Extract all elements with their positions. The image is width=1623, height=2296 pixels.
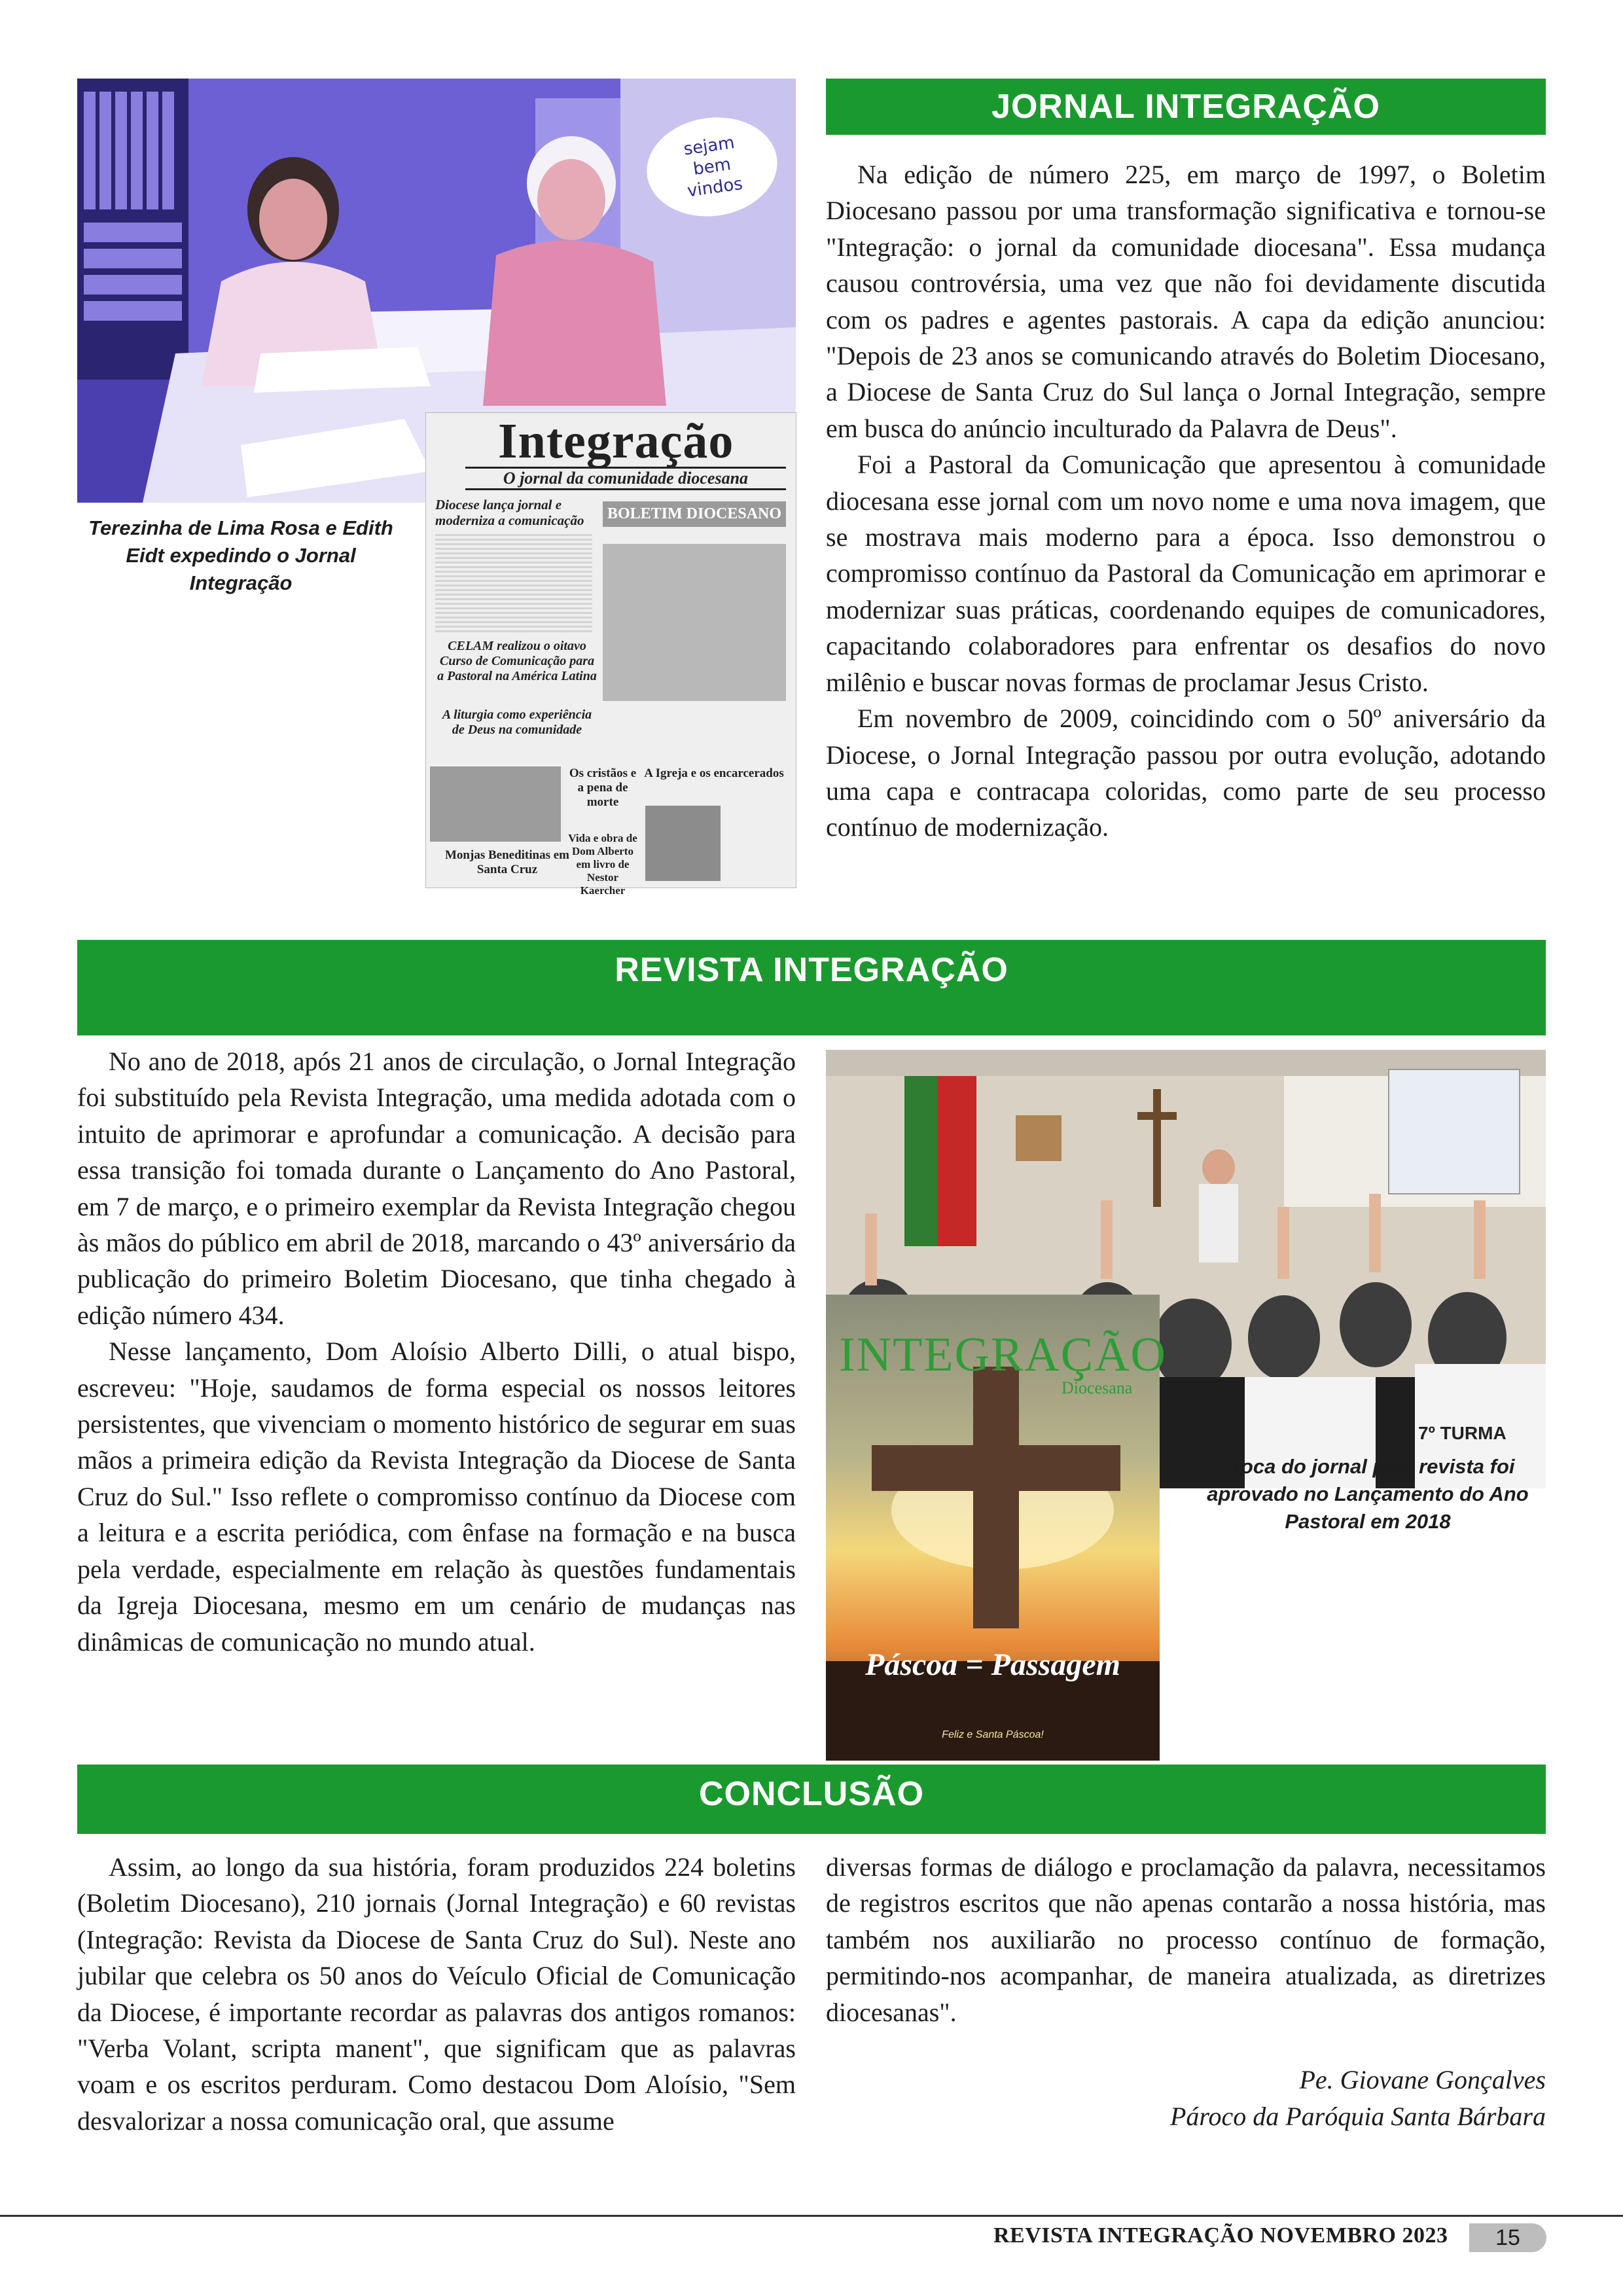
revista-paragraph-2: Nesse lançamento, Dom Aloísio Alberto Dilli, o atual bispo, escreveu: "Hoje, saudamos de forma especial os nossos leitores persistentes, que vivenciam o momento histórico de segurar em suas mãos a primeira edição da Revista Integração da Diocese de Santa Cruz do Sul." Isso reflete o compromisso contínuo da Diocese com a leitura e a escrita periódica, com ênfase na formação e na busca pela verdade, especialmente em relação às questões fundamentais da Igreja Diocesana, mesmo em um cenário de mudanças nas dinâmicas de comunicação no mundo atual.	[77, 1336, 796, 1657]
newspaper-subtitle: O jornal da comunidade diocesana	[465, 467, 786, 490]
event-photo-caption: Troca do jornal pela revista foi aprovado no Lançamento do Ano Pastoral em 2018	[1207, 1455, 1529, 1533]
shirt-text: 7º TURMA	[1418, 1423, 1507, 1443]
historic-photo-caption: Terezinha de Lima Rosa e Edith Eidt expedindo o Jornal Integração	[88, 516, 393, 594]
magazine-closing: Feliz e Santa Páscoa!	[942, 1729, 1044, 1740]
newspaper-headline-6: Monjas Beneditinas em Santa Cruz	[445, 848, 569, 876]
newspaper-photo-2	[430, 766, 561, 842]
signature	[826, 2062, 1546, 2135]
jornal-paragraph-2: Foi a Pastoral da Comunicação que apresentou à comunidade diocesana esse jornal com um novo nome e uma nova imagem, que se mostrava mais moderno para a época. Isso demonstrou o compromisso contínuo da Pastoral da Comunicação em aprimorar e modernizar suas práticas, coordenando equipes de comunicadores, capacitando colaboradores para enfrentar os desafios do novo milênio e buscar novas formas de proclamar Jesus Cristo.	[826, 450, 1546, 697]
newspaper-photo-3	[645, 806, 721, 881]
conclusao-col-2	[826, 1849, 1546, 2030]
jornal-paragraph-3: Em novembro de 2009, coincidindo com o 50º aniversário da Diocese, o Jornal Integração passou por outra evolução, adotando uma capa e contracapa coloridas, como parte de seu processo contínuo de modernização.	[826, 704, 1546, 842]
author-role: Pároco da Paróquia Santa Bárbara	[1169, 2102, 1546, 2131]
section-heading-jornal: JORNAL INTEGRAÇÃO	[826, 79, 1546, 135]
newspaper-photo-1	[603, 544, 786, 701]
jornal-article	[826, 156, 1546, 846]
newspaper-boletim: BOLETIM DIOCESANO	[603, 501, 786, 527]
newspaper-headline-5: A Igreja e os encarcerados	[644, 766, 784, 780]
conclusao-paragraph-2: diversas formas de diálogo e proclamação da palavra, necessitamos de registros escritos que não apenas contarão a nossa história, mas também nos auxiliarão no processo contínuo de formação, permitindo-nos acompanhar, de maneira atualizada, as diretrizes diocesanas".	[826, 1852, 1546, 2027]
section-heading-conclusao: CONCLUSÃO	[77, 1765, 1546, 1834]
jornal-paragraph-1: Na edição de número 225, em março de 1997, o Boletim Diocesano passou por uma transformação significativa e tornou-se "Integração: o jornal da comunidade diocesana". Essa mudança causou controvérsia, uma vez que não foi devidamente discutida com os padres e agentes pastorais. A capa da edição anunciou: "Depois de 23 anos se comunicando através do Boletim Diocesano, a Diocese de Santa Cruz do Sul lança o Jornal Integração, sempre em busca do anúncio inculturado da Palavra de Deus".	[826, 160, 1546, 443]
magazine-subtitle: Diocesana	[1061, 1378, 1133, 1397]
conclusao-paragraph-1: Assim, ao longo da sua história, foram produzidos 224 boletins (Boletim Diocesano), 210 jornais (Jornal Integração) e 60 revistas (Integração: Revista da Diocese de Santa Cruz do Sul). Neste ano jubilar que celebra os 50 anos do Veículo Oficial de Comunicação da Diocese, é importante recordar as palavras dos antigos romanos: "Verba Volant, scripta manent", que significam que as palavras voam e os escritos perduram. Como destacou Dom Aloísio, "Sem desvalorizar a nossa comunicação oral, que assume	[77, 1852, 796, 2136]
revista-article	[77, 1043, 796, 1660]
sign-word-2: bem	[692, 154, 732, 179]
newspaper-headline-1: Diocese lança jornal e moderniza a comunicação	[435, 497, 584, 528]
newspaper-masthead: Integração	[498, 414, 734, 469]
newspaper-headline-2: CELAM realizou o oitavo Curso de Comunicação para a Pastoral na América Latina	[437, 639, 597, 683]
newspaper-clipping	[425, 412, 796, 897]
newspaper-text-block-1	[435, 534, 592, 632]
sign-word-1: sejam	[682, 133, 736, 160]
magazine-cover	[826, 1295, 1167, 1761]
sign-word-3: vindos	[686, 173, 744, 202]
newspaper-headline-4: Os cristãos e a pena de morte	[569, 766, 637, 809]
magazine-title: INTEGRAÇÃO	[839, 1328, 1167, 1382]
newspaper-headline-7: Vida e obra de Dom Alberto em livro de Nestor Kaercher	[568, 832, 637, 897]
footer-title: REVISTA INTEGRAÇÃO NOVEMBRO 2023	[993, 2223, 1448, 2248]
section-heading-revista: REVISTA INTEGRAÇÃO	[77, 940, 1546, 1035]
page-number: 15	[1469, 2223, 1546, 2252]
author-name: Pe. Giovane Gonçalves	[1299, 2065, 1546, 2094]
revista-paragraph-1: No ano de 2018, após 21 anos de circulação, o Jornal Integração foi substituído pela Revista Integração, uma medida adotada com o intuito de aprimorar e aprofundar a comunicação. A decisão para essa transição foi tomada durante o Lançamento do Ano Pastoral, em 7 de março, e o primeiro exemplar da Revista Integração chegou às mãos do público em abril de 2018, marcando o 43º aniversário da publicação do primeiro Boletim Diocesano, que tinha chegado à edição número 434.	[77, 1047, 796, 1330]
newspaper-headline-3: A liturgia como experiência de Deus na comunidade	[442, 708, 592, 737]
magazine-tagline: Páscoa = Passagem	[865, 1647, 1120, 1682]
footer-rule	[0, 2215, 1623, 2217]
conclusao-col-1	[77, 1849, 796, 2139]
